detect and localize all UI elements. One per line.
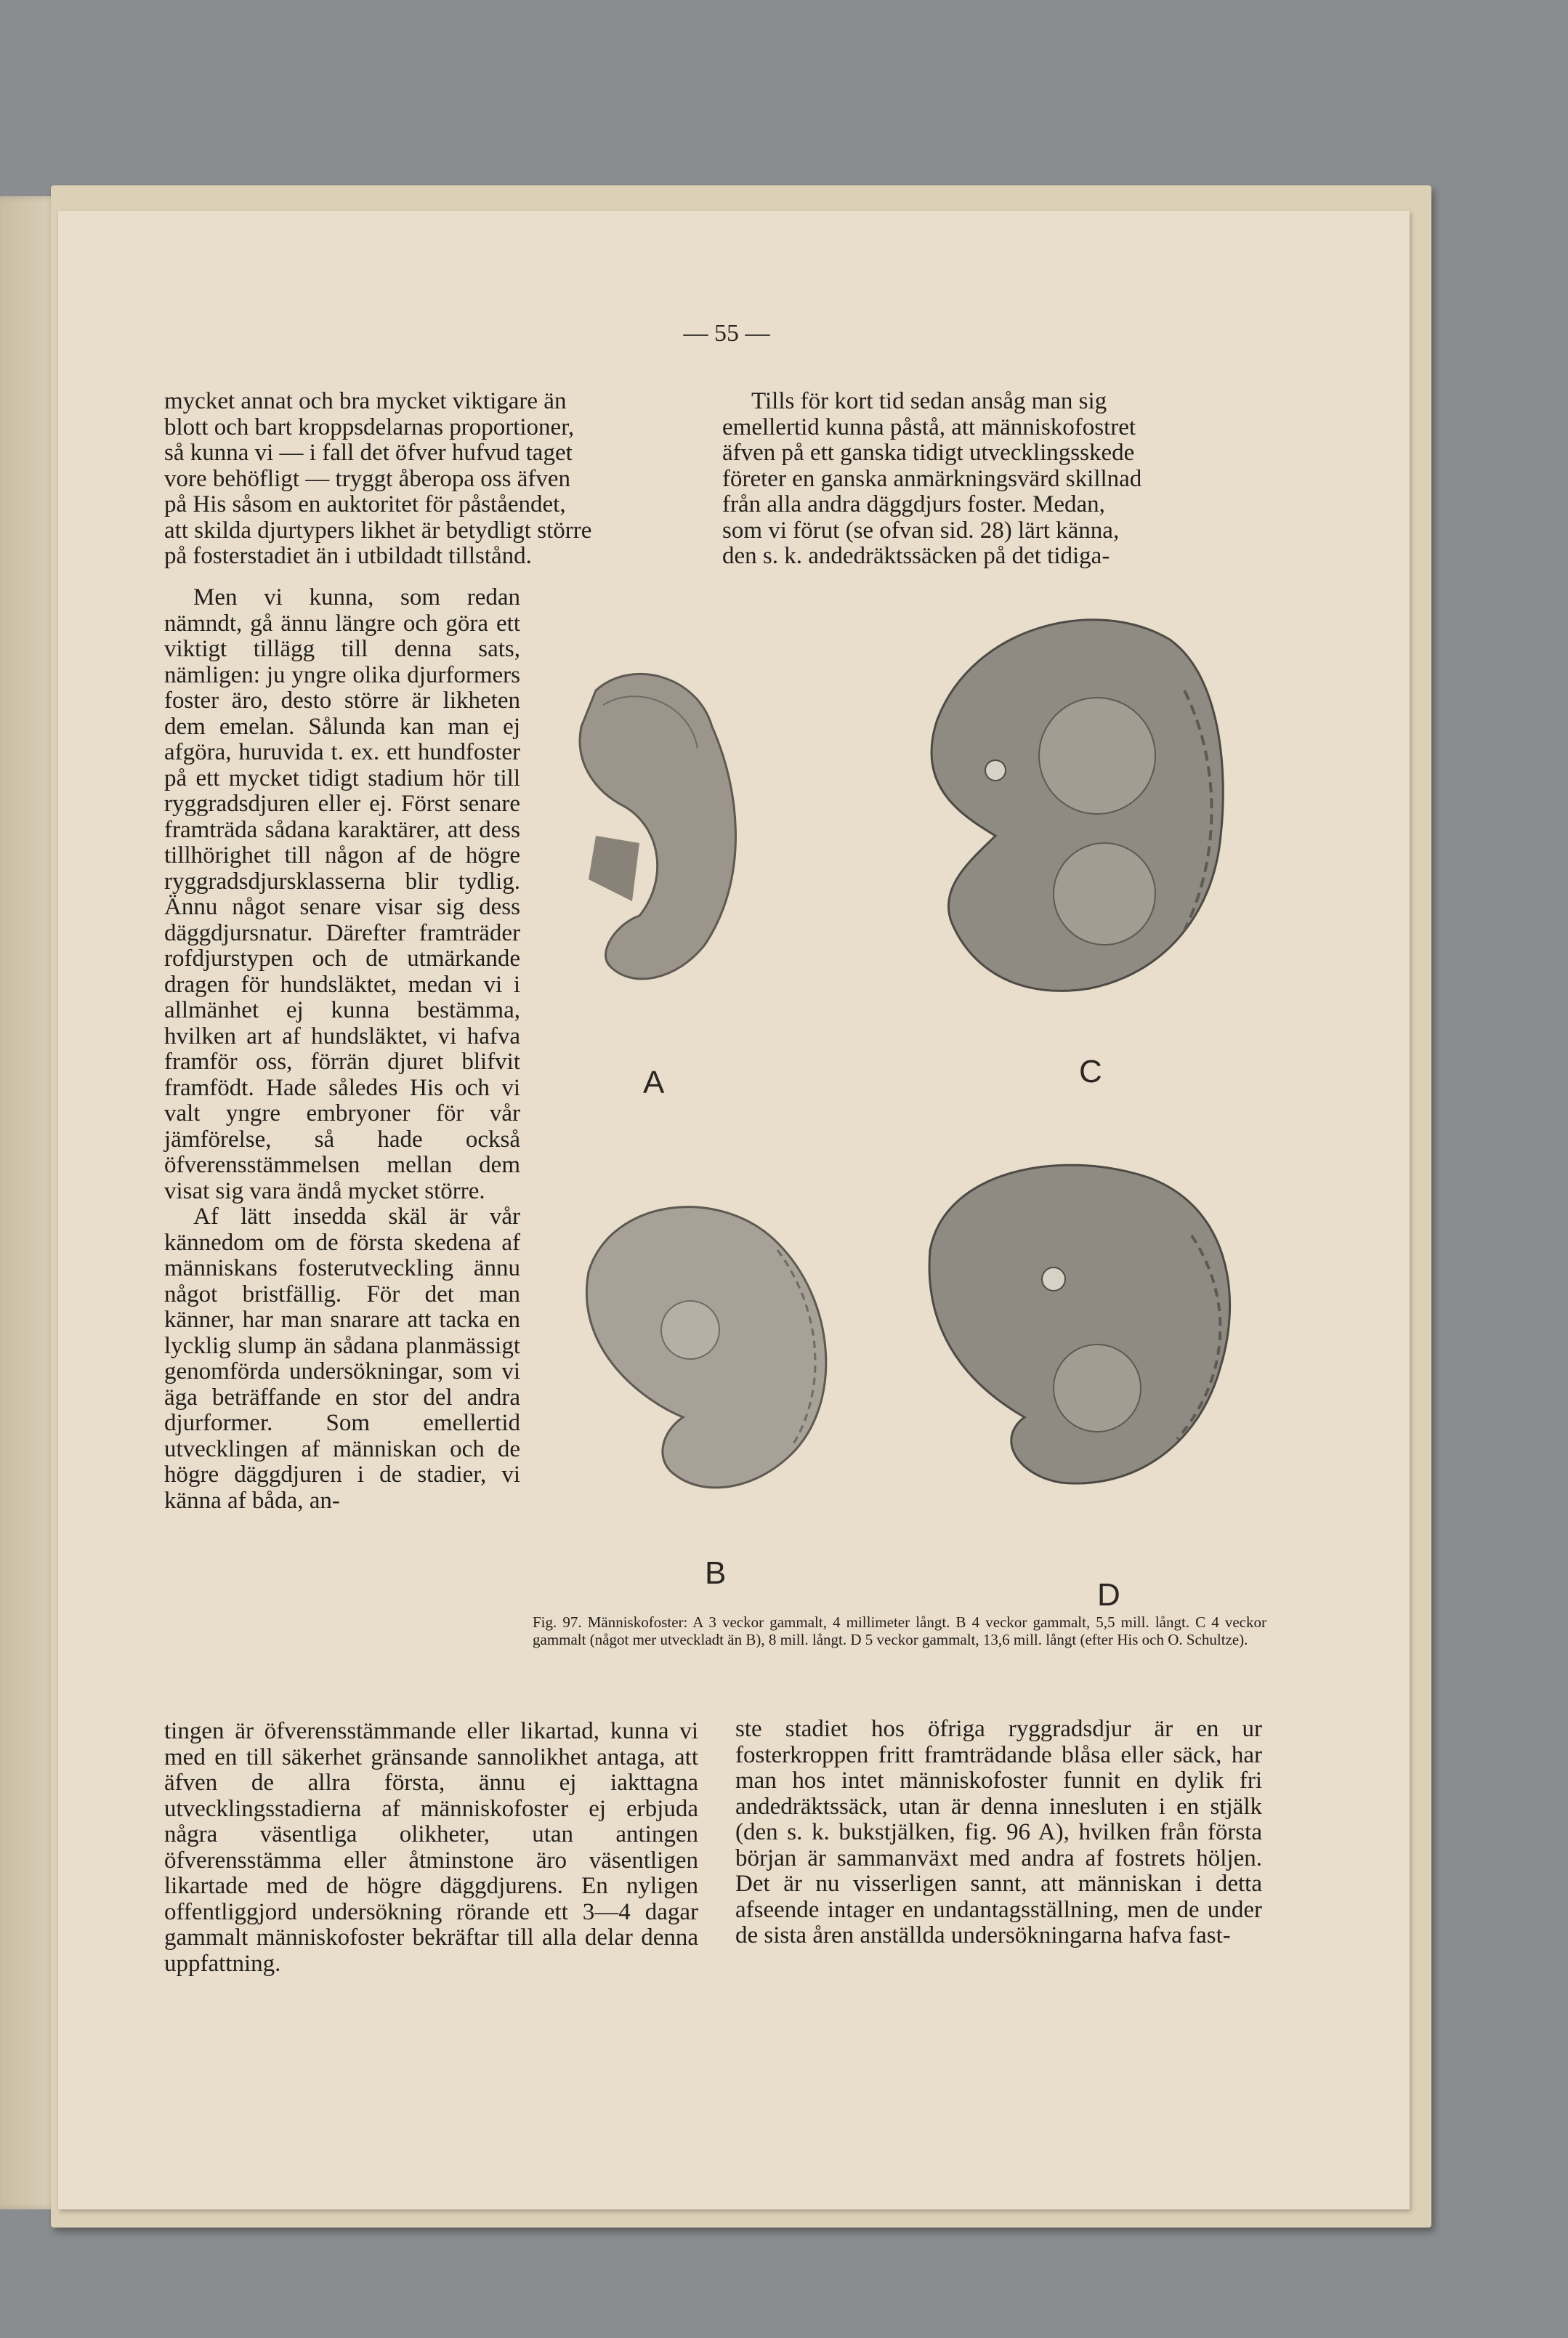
embryo-d-illustration bbox=[916, 1148, 1250, 1497]
figure-label-c: C bbox=[1079, 1054, 1102, 1089]
text-line: Tills för kort tid sedan ansåg man sig bbox=[751, 388, 1107, 414]
paragraph: Af lätt insedda skäl är vår kännedom om de första skedena af människans fosterutveckling ännu något bristfällig. För det man känner, har man snarare att tacka en lycklig slump än sådana planmässigt genomförda undersökningar, som vi äga beträffande en stor del andra djurformer. Som emellertid utvecklingen af människan och de högre däggdjuren i de stadier, vi känna af båda, an- bbox=[164, 1204, 520, 1514]
figure-caption: Fig. 97. Människofoster: A 3 veckor gammalt, 4 millimeter långt. B 4 veckor gammalt, 5,5 mill. långt. C 4 veckor gammalt (något mer utveckladt än B), 8 mill. långt. D 5 veckor gammalt, 13,6 mill. långt (efter His och O. Schultze). bbox=[533, 1613, 1266, 1648]
text-line: från alla andra däggdjurs foster. Medan, bbox=[722, 491, 1105, 517]
text-line: på His såsom en auktoritet för påståendet, bbox=[164, 491, 566, 517]
paragraph: Men vi kunna, som redan nämndt, gå ännu längre och göra ett viktigt tillägg till denna sats, nämligen: ju yngre olika djurformers foster äro, desto större är likheten dem emelan. Sålunda kan man ej afgöra, huruvida t. ex. ett hundfoster på ett mycket tidigt stadium hör till ryggradsdjuren eller ej. Först senare framträda sådana karaktärer, att dess tillhörighet till någon af de högre ryggradsdjursklasserna blir tydlig. Ännu något senare visar sig dess däggdjursnatur. Därefter framträder rofdjurstypen och de utmärkande dragen för hundsläktet, medan vi i allmänhet ej kunna bestämma, hvilken art af hundsläktet, vi hafva framför oss, förrän djuret blifvit framfödt. Hade således His och vi valt yngre embryoner för vår jämförelse, så hade också öfverensstämmelsen mellan dem visat sig vara ändå mycket större. bbox=[164, 584, 520, 1204]
left-column-bottom bbox=[164, 1719, 698, 1977]
text-line: på fosterstadiet än i utbildadt tillstånd. bbox=[164, 543, 532, 569]
paragraph: ste stadiet hos öfriga ryggradsdjur är en ur fosterkroppen fritt framträdande blåsa eller säck, har man hos intet människofoster funnit en dylik fri andedräktssäck, utan är denna innesluten i en stjälk (den s. k. bukstjälken, fig. 96 A), hvilken från första början är sammanväxt med andra af fostrets höljen. Det är nu visserligen sannt, att människan i detta afseende intager en undantagsställning, men de under de sista åren anställda undersökningarna hafva fast- bbox=[735, 1716, 1262, 1948]
embryo-a-illustration bbox=[552, 661, 770, 996]
text-line: emellertid kunna påstå, att människofostret bbox=[722, 414, 1136, 440]
text-line: vore behöfligt — tryggt åberopa oss äfven bbox=[164, 465, 571, 492]
left-column-top bbox=[164, 389, 698, 570]
text-line: så kunna vi — i fall det öfver hufvud taget bbox=[164, 440, 573, 466]
embryo-figure bbox=[538, 581, 1264, 1628]
right-column-top bbox=[722, 389, 1253, 570]
left-column-narrow bbox=[164, 585, 520, 1514]
right-column-bottom bbox=[735, 1717, 1262, 1949]
text-line: den s. k. andedräktssäcken på det tidiga- bbox=[722, 543, 1110, 569]
page-number: — 55 — bbox=[683, 320, 770, 347]
text-line: mycket annat och bra mycket viktigare än bbox=[164, 388, 567, 414]
figure-label-b: B bbox=[705, 1555, 727, 1591]
text-line: företer en ganska anmärkningsvärd skillnad bbox=[722, 465, 1142, 492]
figure-label-a: A bbox=[643, 1065, 665, 1100]
text-line: blott och bart kroppsdelarnas proportioner, bbox=[164, 414, 575, 440]
paragraph: tingen är öfverensstämmande eller likartad, kunna vi med en till säkerhet gränsande sannolikhet antaga, att äfven de allra första, ännu ej iakttagna utvecklingsstadierna af människofoster ej erbjuda några väsentliga olikheter, utan antingen öfverensstämma eller åtminstone äro väsentligen likartade med de högre däggdjurens. En nyligen offentliggjord undersökning rörande ett 3—4 dagar gammalt människofoster bekräftar till alla delar denna uppfattning. bbox=[164, 1718, 698, 1977]
text-line: äfven på ett ganska tidigt utvecklingsskede bbox=[722, 440, 1135, 466]
text-line: att skilda djurtypers likhet är betydligt större bbox=[164, 517, 592, 544]
figure-label-d: D bbox=[1097, 1577, 1120, 1613]
embryo-b-illustration bbox=[559, 1185, 850, 1504]
text-line: som vi förut (se ofvan sid. 28) lärt känna, bbox=[722, 517, 1120, 544]
embryo-c-illustration bbox=[879, 596, 1242, 1003]
